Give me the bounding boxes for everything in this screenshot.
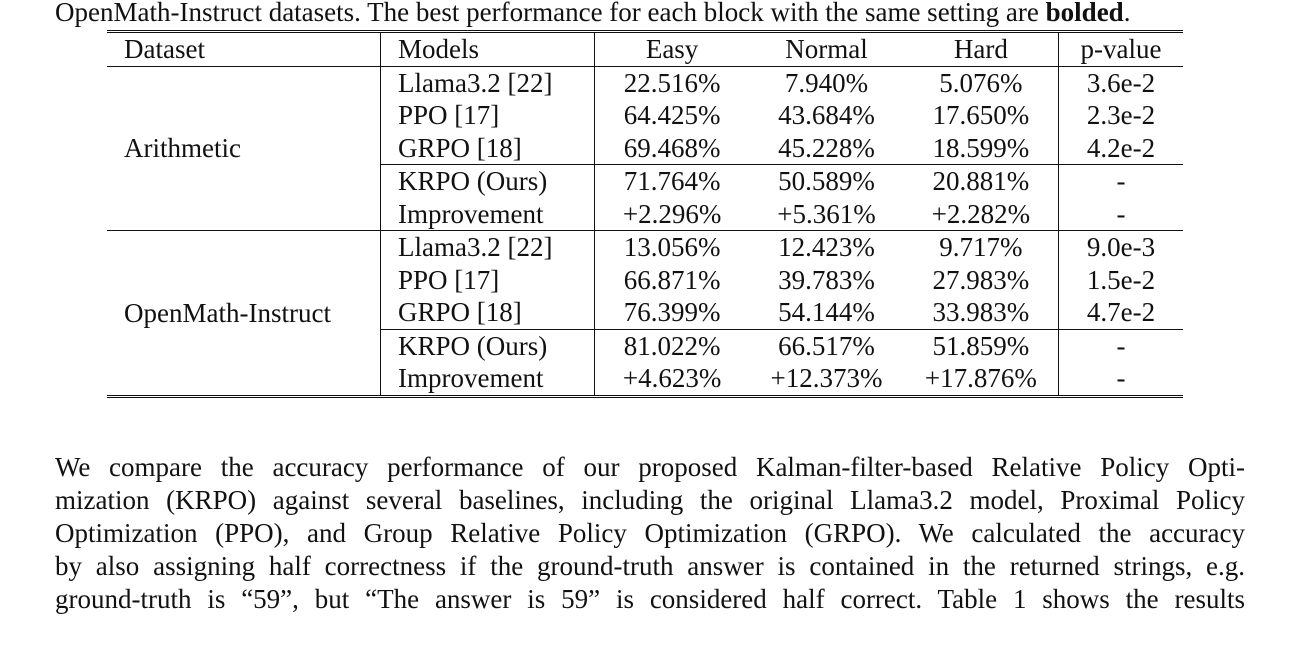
easy-cell: 66.871% xyxy=(623,264,721,295)
model-cell: Improvement xyxy=(381,362,595,396)
body-line: ground-truth is “59”, but “The answer is 59” is considered half correct. Table 1 shows the results xyxy=(55,584,1245,614)
header-models: Models xyxy=(381,32,595,67)
easy-cell: +4.623% xyxy=(622,363,722,394)
table-header-row xyxy=(107,32,1183,67)
caption-suffix: . xyxy=(1123,0,1131,27)
body-line: mization (KRPO) against several baselines, including the original Llama3.2 model, Proximal Policy xyxy=(55,485,1245,515)
model-cell: GRPO [18] xyxy=(381,296,595,329)
normal-cell: 50.589% xyxy=(749,165,904,198)
hard-cell: 5.076% xyxy=(904,66,1059,99)
model-cell: PPO [17] xyxy=(381,264,595,297)
p-value-cell: - xyxy=(1059,329,1184,362)
hard-cell: 27.983% xyxy=(904,264,1059,297)
header-p-value: p-value xyxy=(1059,32,1184,67)
normal-cell: 43.684% xyxy=(778,100,875,131)
body-line: Optimization (PPO), and Group Relative Policy Optimization (GRPO). We calculated the accuracy xyxy=(55,518,1245,548)
header-hard: Hard xyxy=(904,32,1059,67)
normal-cell: 45.228% xyxy=(778,132,875,163)
easy-cell: 13.056% xyxy=(595,231,750,264)
caption-prefix: OpenMath-Instruct datasets. The best performance for each block with the same setting are xyxy=(55,0,1046,27)
normal-cell: 54.144% xyxy=(778,297,875,328)
easy-cell: 69.468% xyxy=(623,132,721,163)
easy-cell: 22.516% xyxy=(623,67,721,98)
table-row xyxy=(107,231,1183,264)
p-value-cell: - xyxy=(1116,363,1126,394)
hard-cell: 20.881% xyxy=(904,165,1059,198)
caption-bold: bolded xyxy=(1045,0,1124,27)
body-line: by also assigning half correctness if the ground-truth answer is contained in the returned strings, e.g. xyxy=(55,551,1245,581)
hard-cell: 51.859% xyxy=(904,329,1059,362)
table-caption xyxy=(55,0,1255,28)
hard-cell: 18.599% xyxy=(904,132,1059,165)
dataset-cell: OpenMath-Instruct xyxy=(107,231,381,397)
hard-cell: 33.983% xyxy=(904,296,1059,329)
body-paragraph xyxy=(55,451,1245,616)
easy-cell: 81.022% xyxy=(595,329,750,362)
results-table xyxy=(107,30,1183,398)
p-value-cell: 9.0e-3 xyxy=(1059,231,1184,264)
normal-cell: 7.940% xyxy=(784,67,869,98)
model-cell: Improvement xyxy=(381,198,595,231)
model-cell: KRPO (Ours) xyxy=(381,165,595,198)
results-table-container xyxy=(107,30,1183,398)
normal-cell: 39.783% xyxy=(778,264,875,295)
normal-cell: 12.423% xyxy=(749,231,904,264)
model-cell: PPO [17] xyxy=(381,99,595,132)
normal-cell: 66.517% xyxy=(749,329,904,362)
hard-cell: +17.876% xyxy=(904,362,1059,396)
p-value-cell: 2.3e-2 xyxy=(1086,100,1156,131)
p-value-cell: 4.7e-2 xyxy=(1086,297,1156,328)
easy-cell: 64.425% xyxy=(623,100,721,131)
normal-cell: +12.373% xyxy=(770,363,883,394)
hard-cell: +2.282% xyxy=(904,198,1059,231)
p-value-cell: 1.5e-2 xyxy=(1086,264,1156,295)
hard-cell: 9.717% xyxy=(904,231,1059,264)
easy-cell: 71.764% xyxy=(595,165,750,198)
header-normal: Normal xyxy=(749,32,904,67)
header-easy: Easy xyxy=(595,32,750,67)
body-line: We compare the accuracy performance of our proposed Kalman-filter-based Relative Policy Opti- xyxy=(55,452,1245,482)
model-cell: KRPO (Ours) xyxy=(381,329,595,362)
p-value-cell: 4.2e-2 xyxy=(1086,132,1156,163)
table-body xyxy=(107,66,1183,396)
p-value-cell: - xyxy=(1116,198,1126,229)
model-cell: Llama3.2 [22] xyxy=(381,231,595,264)
normal-cell: +5.361% xyxy=(777,198,876,229)
model-cell: GRPO [18] xyxy=(381,132,595,165)
header-dataset: Dataset xyxy=(107,32,381,67)
dataset-cell: Arithmetic xyxy=(107,66,381,231)
easy-cell: 76.399% xyxy=(623,297,721,328)
table-row xyxy=(107,66,1183,99)
p-value-cell: - xyxy=(1059,165,1184,198)
p-value-cell: 3.6e-2 xyxy=(1086,67,1156,98)
easy-cell: +2.296% xyxy=(622,198,722,229)
model-cell: Llama3.2 [22] xyxy=(381,66,595,99)
hard-cell: 17.650% xyxy=(904,99,1059,132)
